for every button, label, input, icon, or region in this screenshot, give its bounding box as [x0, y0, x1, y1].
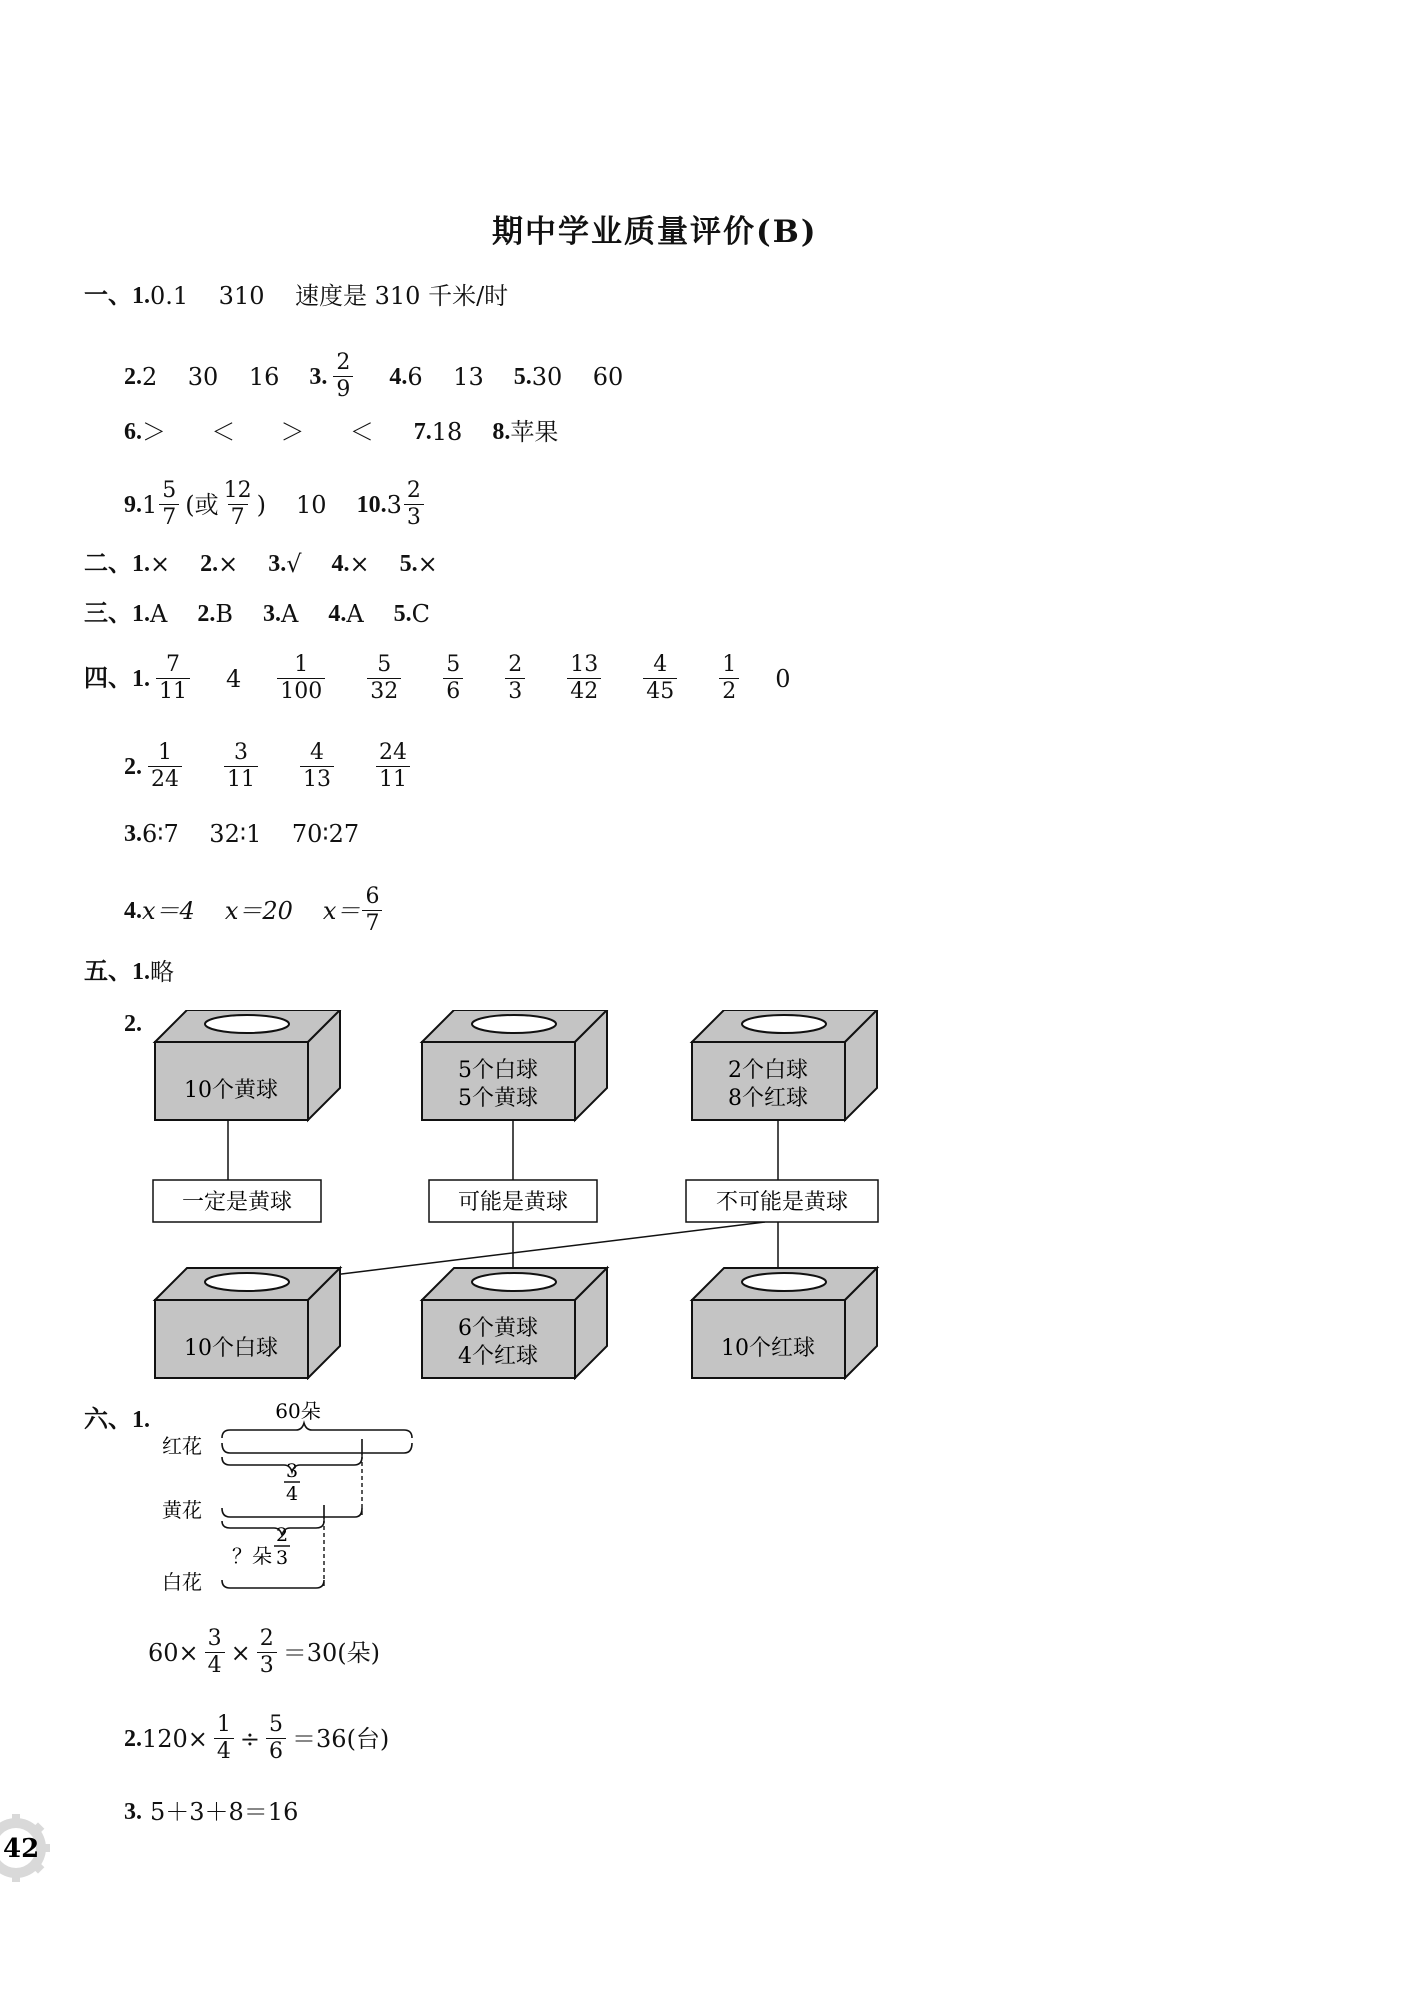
- box-label: 10个黄球: [184, 1078, 278, 1103]
- q-num: 1.: [132, 283, 150, 309]
- q-num: 5.: [399, 551, 418, 577]
- bottom-box-3: [692, 1268, 877, 1378]
- answer: 10: [296, 490, 327, 519]
- eq-text: ＝30(朵): [282, 1638, 381, 1667]
- answer: ×: [218, 550, 239, 578]
- svg-text:2: 2: [275, 1524, 289, 1546]
- answer: 3: [386, 490, 402, 519]
- fraction: $\frac{1}{24}$: [148, 740, 182, 793]
- answer: ×: [417, 550, 438, 578]
- label-text: 不可能是黄球: [715, 1190, 849, 1215]
- answer: 4: [226, 664, 242, 693]
- fraction: $\frac{4}{45}$: [643, 652, 677, 705]
- answer: B: [215, 600, 233, 628]
- s1-row2: [124, 350, 623, 403]
- q-num: 4.: [124, 897, 142, 924]
- answer: A: [150, 600, 168, 628]
- fraction: $\frac{2}{3}$: [404, 478, 424, 531]
- answer: 6 13: [407, 362, 484, 391]
- q-num: 2.: [124, 1011, 142, 1037]
- answer: √: [286, 550, 302, 578]
- section-2: [84, 548, 438, 580]
- q-num: 8.: [492, 419, 511, 445]
- label-box-3: [686, 1180, 878, 1222]
- q-num: 2.: [124, 363, 142, 390]
- q-num: 7.: [413, 419, 432, 445]
- q-num: 1.: [132, 601, 150, 627]
- page-number-badge: [0, 1810, 60, 1886]
- answer: 18: [431, 418, 463, 446]
- s1-q1: [84, 280, 508, 312]
- page-title: 期中学业质量评价(B): [492, 214, 818, 250]
- answer: ＞ ＜ ＞ ＜: [142, 418, 384, 446]
- top-box-3: [692, 1010, 877, 1120]
- label-box-2: [429, 1180, 597, 1222]
- q-num: 5.: [513, 363, 532, 390]
- fraction: $\frac{4}{13}$: [300, 740, 334, 793]
- s6-head: [84, 1404, 150, 1436]
- eq-text: ÷: [239, 1724, 261, 1753]
- q-num: 1.: [132, 551, 150, 577]
- eq-text: ＝36(台): [292, 1724, 390, 1753]
- q-num: 1.: [132, 959, 150, 985]
- label-text: 一定是黄球: [181, 1190, 293, 1215]
- section-3: [84, 598, 430, 630]
- s6-q3: [124, 1796, 298, 1828]
- fraction: $\frac{13}{42}$: [567, 652, 601, 705]
- q-num: 1.: [132, 665, 150, 692]
- fraction: $\frac{7}{11}$: [156, 652, 190, 705]
- q-num: 10.: [356, 491, 387, 518]
- fraction-3-4: [284, 1460, 300, 1505]
- white-label: 白花: [162, 1570, 202, 1594]
- fraction: $\frac{1}{2}$: [719, 652, 739, 705]
- fraction: $\frac{5}{6}$: [266, 1712, 286, 1765]
- answer: 苹果: [510, 418, 559, 446]
- s1-row4: [124, 478, 430, 531]
- ball-box-diagram: [140, 1010, 900, 1380]
- fraction: $\frac{5}{6}$: [443, 652, 463, 705]
- answer: A: [346, 600, 364, 628]
- s5-q1: [84, 956, 174, 988]
- q-num: 3.: [124, 1799, 142, 1825]
- s4-q1: [84, 652, 791, 705]
- eq-text: ×: [230, 1638, 251, 1667]
- fraction: $\frac{5}{7}$: [159, 478, 179, 531]
- yellow-label: 黄花: [162, 1498, 202, 1522]
- section-head-4: 四、: [84, 665, 132, 692]
- section-head-6: 六、: [84, 1407, 132, 1433]
- answer: 略: [150, 958, 174, 986]
- eq-text: 120×: [142, 1724, 208, 1753]
- page-number: 42: [3, 1834, 40, 1864]
- top-box-1: [155, 1010, 340, 1120]
- q-num: 2.: [200, 551, 219, 577]
- eq-text: 5＋3＋8＝16: [150, 1798, 299, 1826]
- box-label: 8个红球: [728, 1086, 808, 1111]
- svg-text:3: 3: [285, 1460, 299, 1482]
- label-text: 可能是黄球: [457, 1190, 569, 1215]
- fraction: $\frac{6}{7}$: [362, 884, 382, 937]
- q-num: 4.: [328, 601, 347, 627]
- fraction: $\frac{12}{7}$: [223, 478, 252, 530]
- answer: 2 30 16: [142, 362, 280, 391]
- bottom-box-1: [155, 1268, 340, 1378]
- answer: 6∶7 32∶1 70∶27: [142, 820, 360, 848]
- q-num: 6.: [124, 419, 142, 445]
- box-label: 10个白球: [184, 1336, 278, 1361]
- bottom-box-2: [422, 1268, 607, 1378]
- q-num: 2.: [124, 753, 142, 780]
- q-num: 5.: [393, 601, 412, 627]
- box-label: 4个红球: [458, 1344, 538, 1369]
- q-num: 3.: [124, 821, 142, 847]
- s6-q2: [124, 1712, 389, 1765]
- q-num: 3.: [262, 601, 281, 627]
- q-num: 2.: [124, 1725, 142, 1752]
- answer: 1: [142, 490, 158, 519]
- fraction: $\frac{1}{4}$: [214, 1712, 234, 1765]
- s4-q4: [124, 884, 388, 937]
- section-head-5: 五、: [84, 959, 132, 985]
- s6-q1-eq: [148, 1626, 380, 1679]
- answer: 0.1 310 速度是 310 千米/时: [150, 282, 509, 310]
- s4-q3: [124, 818, 359, 850]
- section-head-1: 一、: [84, 283, 132, 309]
- answer: x＝20: [224, 896, 293, 925]
- fraction: $\frac{2}{9}$: [333, 350, 353, 403]
- label-box-1: [153, 1180, 321, 1222]
- total-label: 60朵: [275, 1399, 321, 1423]
- section-head-2: 二、: [84, 551, 132, 577]
- q-num: 9.: [124, 491, 142, 518]
- q-num: 2.: [197, 601, 216, 627]
- answer: C: [411, 600, 431, 628]
- fraction: $\frac{2}{3}$: [257, 1626, 277, 1679]
- answer: x＝: [322, 896, 361, 925]
- answer: A: [280, 600, 299, 628]
- fraction: $\frac{1}{100}$: [277, 652, 325, 705]
- q-num: 4.: [331, 551, 350, 577]
- box-label: 5个白球: [458, 1058, 538, 1083]
- red-label: 红花: [162, 1434, 202, 1458]
- answer: ×: [349, 550, 370, 578]
- unknown-label: ？朵: [232, 1544, 272, 1568]
- q-num: 3.: [268, 551, 287, 577]
- box-label: 2个白球: [728, 1058, 808, 1083]
- svg-text:4: 4: [285, 1483, 299, 1505]
- box-label: 10个红球: [721, 1336, 815, 1361]
- answer: 0: [775, 664, 791, 693]
- fraction: $\frac{24}{11}$: [376, 740, 410, 793]
- q-num: 1.: [132, 1407, 150, 1433]
- fraction: $\frac{2}{3}$: [505, 652, 525, 705]
- answer: 30 60: [531, 362, 624, 391]
- answer: ): [256, 490, 267, 519]
- q-num: 4.: [389, 363, 408, 390]
- fraction-2-3: [274, 1524, 290, 1569]
- answer: (或: [185, 490, 219, 519]
- section-head-3: 三、: [84, 601, 132, 627]
- top-box-2: [422, 1010, 607, 1120]
- eq-text: 60×: [148, 1638, 199, 1667]
- q-num: 3.: [309, 363, 328, 390]
- segment-diagram: [150, 1395, 430, 1595]
- answer: x＝4: [142, 896, 195, 925]
- answer: ×: [150, 550, 171, 578]
- s1-row3: [124, 416, 558, 448]
- box-label: 5个黄球: [458, 1086, 538, 1111]
- fraction: $\frac{3}{4}$: [205, 1626, 225, 1679]
- fraction: $\frac{3}{11}$: [224, 740, 258, 793]
- s4-q2: [124, 740, 416, 793]
- box-label: 6个黄球: [458, 1316, 538, 1341]
- fraction: $\frac{5}{32}$: [367, 652, 401, 705]
- svg-text:3: 3: [275, 1547, 289, 1569]
